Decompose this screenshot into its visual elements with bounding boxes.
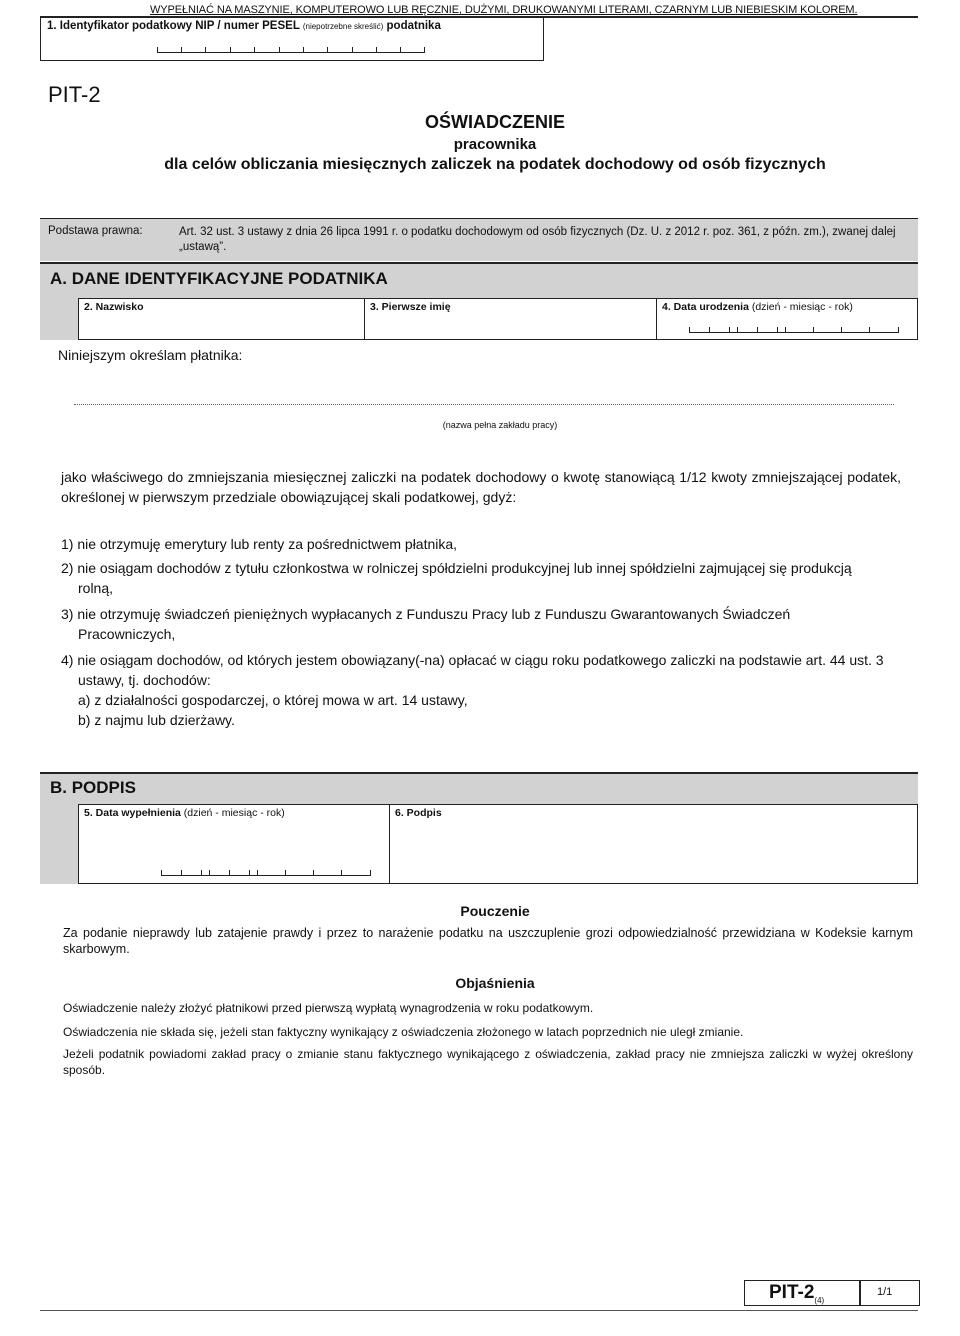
- section-a-title: A. DANE IDENTYFIKACYJNE PODATNIKA: [50, 269, 388, 288]
- section-b: [40, 772, 918, 884]
- condition-4-line-1: 4) nie osiągam dochodów, od których jestem obowiązany(-na) opłacać w ciągu roku podatkowego zaliczki na podstawie art. 44 ust. 3: [61, 652, 884, 668]
- birth-date-label: 4. Data urodzenia (dzień - miesiąc - rok): [662, 301, 853, 313]
- fill-instruction: WYPEŁNIAĆ NA MASZYNIE, KOMPUTEROWO LUB RĘCZNIE, DUŻYMI, DRUKOWANYMI LITERAMI, CZARNYM LUB NIEBIESKIM KOLOREM.: [150, 4, 858, 16]
- condition-3-line-1: 3) nie otrzymuję świadczeń pieniężnych wypłacanych z Funduszu Pracy lub z Funduszu Gwarantowanych Świadczeń: [61, 606, 791, 622]
- condition-1: 1) nie otrzymuję emerytury lub renty za pośrednictwem płatnika,: [61, 536, 458, 552]
- fill-date-label: 5. Data wypełnienia (dzień - miesiąc - rok): [84, 807, 285, 819]
- condition-4: [61, 650, 901, 730]
- condition-3-line-2: Pracowniczych,: [78, 626, 176, 642]
- legal-basis-text: Art. 32 ust. 3 ustawy z dnia 26 lipca 1991 r. o podatku dochodowym od osób fizycznych (Dz. U. z 2012 r. poz. 361, z późn. zm.), zwanej dalej „ustawą”.: [179, 226, 896, 253]
- condition-2: [61, 558, 901, 598]
- nip-pesel-field[interactable]: [40, 18, 544, 61]
- footer-divider: [859, 1281, 861, 1305]
- form-subtitle-1: pracownika: [453, 136, 537, 153]
- fill-date-field[interactable]: [78, 804, 428, 884]
- objasnienia-p2: Oświadczenia nie składa się, jeżeli stan faktyczny wynikający z oświadczenia złożonego w latach poprzednich nie uległ zmianie.: [63, 1025, 744, 1039]
- surname-label: 2. Nazwisko: [84, 301, 144, 313]
- footer-page: 1/1: [877, 1286, 893, 1298]
- condition-2-line-2: rolną,: [78, 580, 114, 596]
- payer-name-hint: (nazwa pełna zakładu pracy): [442, 420, 558, 430]
- bottom-rule: [40, 1310, 918, 1311]
- legal-basis-label: Podstawa prawna:: [48, 225, 143, 237]
- pouczenie-text: Za podanie nieprawdy lub zatajenie prawdy i przez to narażenie podatku na uszczuplenie grozi odpowiedzialność przewidziana w Kodeksie karnym skarbowym.: [63, 926, 913, 956]
- footer-code: PIT-$2_{(4)}$: [769, 1282, 825, 1305]
- objasnienia-p3: Jeżeli podatnik powiadomi zakład pracy o zmianie stanu faktycznego wynikającego z oświadczenia, zakład pracy nie zmniejsza zaliczki w wyżej określony sposób.: [63, 1047, 913, 1077]
- section-b-title: B. PODPIS: [50, 778, 136, 797]
- condition-4-line-2: ustawy, tj. dochodów:: [78, 672, 211, 688]
- condition-2-line-1: 2) nie osiągam dochodów z tytułu członkostwa w rolniczej spółdzielni produkcyjnej lub innej spółdzielni zajmującej się produkcją: [61, 560, 852, 576]
- objasnienia-p1: Oświadczenie należy złożyć płatnikowi przed pierwszą wypłatą wynagrodzenia w roku podatkowym.: [63, 1001, 594, 1015]
- form-subtitle-2: dla celów obliczania miesięcznych zaliczek na podatek dochodowy od osób fizycznych: [164, 156, 826, 173]
- section-a: [40, 262, 918, 340]
- birth-date-field[interactable]: [656, 298, 918, 340]
- declaration-paragraph: jako właściwego do zmniejszania miesięcznej zaliczki na podatek dochodowy o kwotę stanowiącą 1/12 kwoty zmniejszającej podatek, określonej w pierwszym przedziale obowiązującej skali podatkowej, gdyż:: [61, 469, 901, 505]
- surname-field[interactable]: [78, 298, 365, 340]
- condition-4-a: a) z działalności gospodarczej, o której mowa w art. 14 ustawy,: [78, 692, 468, 708]
- signature-label: 6. Podpis: [395, 807, 442, 819]
- legal-basis-box: [40, 218, 918, 261]
- fill-date-comb[interactable]: [161, 875, 371, 876]
- signature-field[interactable]: [389, 804, 918, 884]
- form-title: OŚWIADCZENIE: [424, 112, 565, 132]
- pouczenie-title: Pouczenie: [460, 903, 530, 919]
- payer-name-line[interactable]: [74, 404, 894, 405]
- nip-pesel-label: 1. Identyfikator podatkowy NIP / numer PESEL (niepotrzebne skreślić) podatnika: [47, 20, 441, 32]
- objasnienia-title: Objaśnienia: [455, 975, 535, 991]
- payer-intro: Niniejszym określam płatnika:: [58, 347, 243, 363]
- nip-digit-comb[interactable]: [157, 52, 425, 53]
- first-name-field[interactable]: [364, 298, 657, 340]
- first-name-label: 3. Pierwsze imię: [370, 301, 451, 313]
- birth-date-comb[interactable]: [689, 332, 899, 333]
- form-code: PIT-2: [48, 82, 101, 107]
- footer-form-id: [744, 1280, 920, 1306]
- condition-3: [61, 604, 901, 644]
- condition-4-b: b) z najmu lub dzierżawy.: [78, 712, 235, 728]
